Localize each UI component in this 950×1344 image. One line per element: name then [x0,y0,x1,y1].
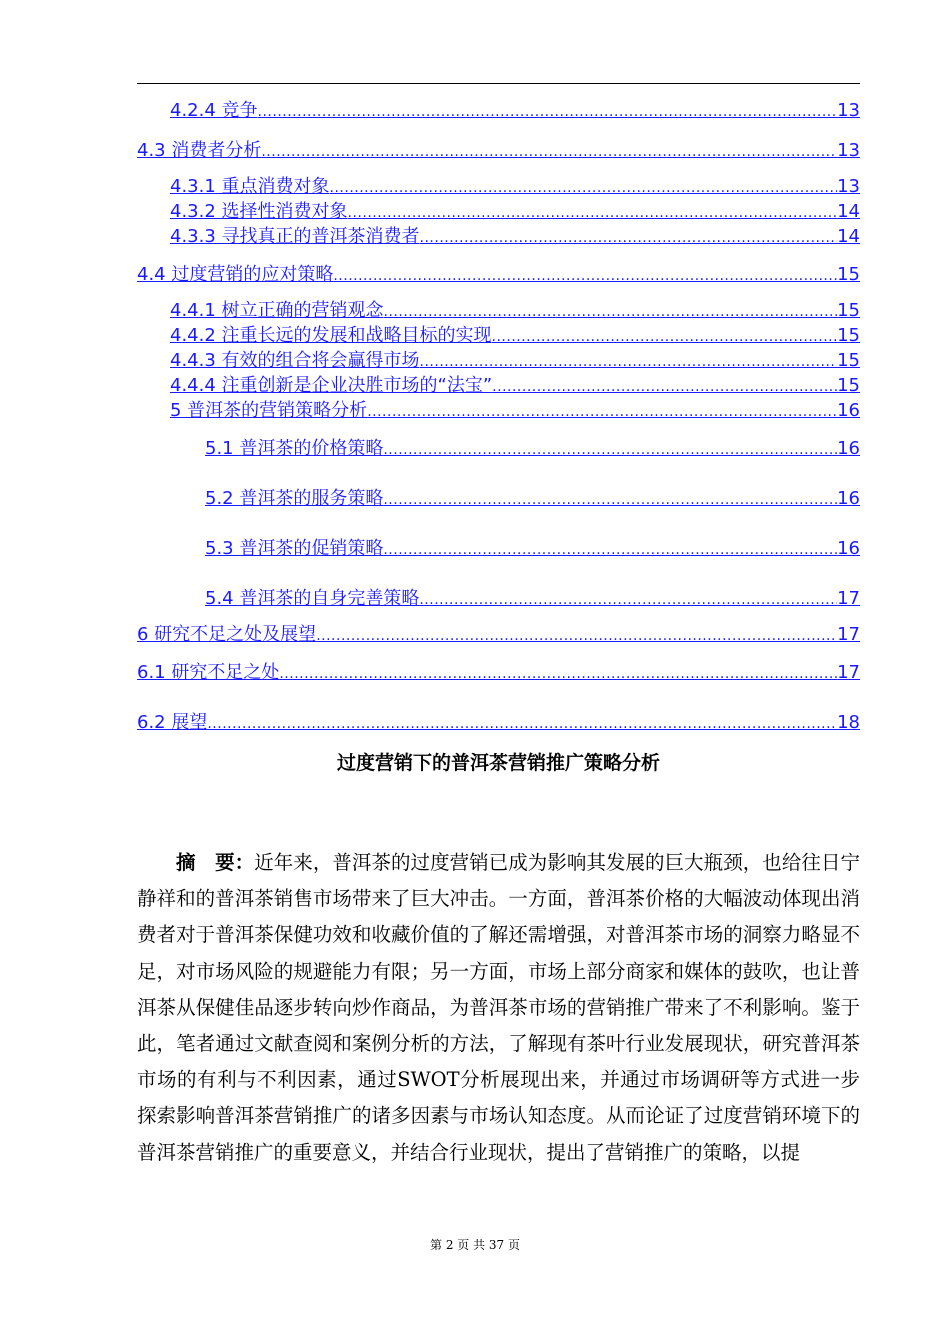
toc-entry-title: 5.4 普洱茶的自身完善策略 [205,588,420,609]
toc-entry-6-2[interactable] [137,712,860,735]
toc-entry-page: 15 [837,264,860,285]
toc-entry-4-3-3[interactable] [170,226,860,249]
document-title: 过度营销下的普洱茶营销推广策略分析 [336,752,660,774]
toc-entry-page: 13 [837,140,860,161]
toc-entry-5-3[interactable] [205,538,860,561]
toc-entry-page: 16 [837,438,860,459]
toc-entry-4-3-2[interactable] [170,201,860,224]
toc-entry-title: 6 研究不足之处及展望 [137,624,317,645]
toc-entry-title: 4.4.2 注重长远的发展和战略目标的实现 [170,325,492,346]
toc-entry-5[interactable] [170,400,860,423]
toc-entry-title: 4.4.4 注重创新是企业决胜市场的“法宝” [170,375,493,396]
toc-entry-title: 4.3.3 寻找真正的普洱茶消费者 [170,226,420,247]
toc-entry-page: 13 [837,100,860,121]
toc-entry-4-4-3[interactable] [170,350,860,373]
toc-entry-5-1[interactable] [205,438,860,461]
toc-entry-title: 5.2 普洱茶的服务策略 [205,488,384,509]
toc-entry-page: 15 [837,325,860,346]
toc-entry-page: 15 [837,375,860,396]
toc-entry-title: 4.4.1 树立正确的营销观念 [170,300,384,321]
toc-entry-4-4[interactable] [137,264,860,287]
toc-entry-4-4-4[interactable] [170,375,860,398]
toc-entry-page: 17 [837,588,860,609]
toc-entry-page: 17 [837,662,860,683]
toc-entry-page: 16 [837,400,860,421]
toc-entry-title: 6.2 展望 [137,712,208,733]
header-rule [137,83,860,84]
toc-entry-page: 16 [837,538,860,559]
toc-entry-title: 4.4.3 有效的组合将会赢得市场 [170,350,420,371]
toc-entry-page: 13 [837,176,860,197]
abstract-paragraph [137,845,860,1171]
toc-entry-title: 5 普洱茶的营销策略分析 [170,400,368,421]
toc-entry-page: 15 [837,300,860,321]
toc-entry-page: 17 [837,624,860,645]
page-footer: 第 2 页 共 37 页 [430,1238,520,1252]
toc-entry-6-1[interactable] [137,662,860,685]
toc-entry-4-2-4[interactable] [170,100,860,123]
toc-entry-4-3[interactable] [137,140,860,163]
toc-entry-4-3-1[interactable] [170,176,860,199]
toc-entry-6[interactable] [137,624,860,647]
toc-entry-4-4-2[interactable] [170,325,860,348]
toc-entry-title: 6.1 研究不足之处 [137,662,280,683]
abstract-text: 近年来，普洱茶的过度营销已成为影响其发展的巨大瓶颈，也给往日宁静祥和的普洱茶销售市场带来了巨大冲击。一方面，普洱茶价格的大幅波动体现出消费者对于普洱茶保健功效和收藏价值的了解还需增强，对普洱茶市场的洞察力略显不足，对市场风险的规避能力有限；另一方面，市场上部分商家和媒体的鼓吹，也让普洱茶从保健佳品逐步转向炒作商品，为普洱茶市场的营销推广带来了不利影响。鉴于此，笔者通过文献查阅和案例分析的方法，了解现有茶叶行业发展现状，研究普洱茶市场的有利与不利因素，通过SWOT分析展现出来，并通过市场调研等方式进一步探索影响普洱茶营销推广的诸多因素与市场认知态度。从而论证了过度营销环境下的普洱茶营销推广的重要意义，并结合行业现状，提出了营销推广的策略，以提 [137,851,860,1164]
abstract-label: 摘 要： [176,851,255,874]
toc-entry-page: 18 [837,712,860,733]
toc-entry-title: 5.1 普洱茶的价格策略 [205,438,384,459]
toc-entry-page: 16 [837,488,860,509]
toc-entry-title: 4.4 过度营销的应对策略 [137,264,334,285]
toc-entry-title: 4.3.1 重点消费对象 [170,176,330,197]
toc-entry-5-4[interactable] [205,588,860,611]
toc-entry-page: 14 [837,226,860,247]
toc-entry-5-2[interactable] [205,488,860,511]
toc-entry-4-4-1[interactable] [170,300,860,323]
toc-entry-page: 14 [837,201,860,222]
toc-entry-title: 5.3 普洱茶的促销策略 [205,538,384,559]
toc-entry-page: 15 [837,350,860,371]
toc-entry-title: 4.2.4 竞争 [170,100,258,121]
toc-entry-title: 4.3.2 选择性消费对象 [170,201,348,222]
toc-entry-title: 4.3 消费者分析 [137,140,262,161]
